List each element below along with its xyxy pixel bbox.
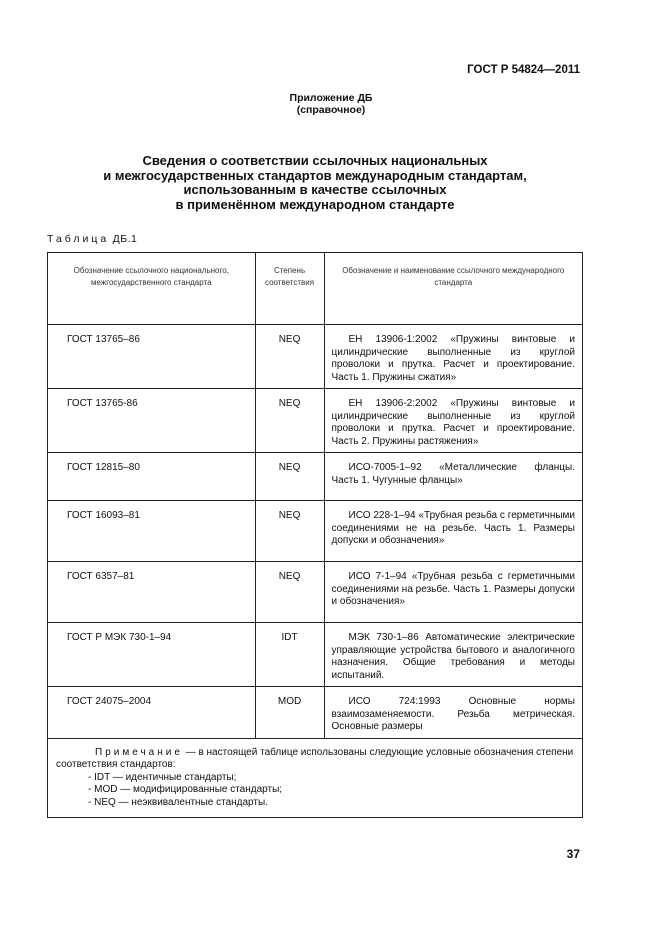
cell-degree: NEQ (255, 453, 324, 501)
cell-standard: ГОСТ 13765–86 (48, 325, 256, 389)
cell-standard: ГОСТ Р МЭК 730-1–94 (48, 623, 256, 687)
note-text: — в настоящей таблице использованы следующие условные обозначения степени соответствия стандартов: (56, 746, 574, 770)
cell-intl-standard: ИСО-7005-1–92 «Металлические фланцы. Часть 1. Чугунные фланцы» (324, 453, 582, 501)
note-heading (56, 747, 574, 772)
table-row (48, 453, 583, 501)
table-caption-word: Таблица (47, 233, 110, 245)
title-line: Сведения о соответствии ссылочных национальных (142, 153, 488, 168)
title-line: использованным в качестве ссылочных (183, 182, 447, 197)
cell-degree: NEQ (255, 501, 324, 562)
cell-degree: NEQ (255, 325, 324, 389)
cell-intl-standard: МЭК 730-1–86 Автоматические электрические управляющие устройства бытового и аналогичного назначения. Общие требования и методы испытаний. (324, 623, 582, 687)
note-item: - IDT — идентичные стандарты; (88, 771, 237, 783)
table-header-row (48, 253, 583, 325)
cell-standard: ГОСТ 6357–81 (48, 562, 256, 623)
table-row (48, 389, 583, 453)
cell-intl-standard: ЕН 13906-1:2002 «Пружины винтовые и цилиндрические выполненные из круглой проволоки и прутка. Расчет и проектирование. Часть 1. Пружины сжатия» (324, 325, 582, 389)
cell-intl-standard: ЕН 13906-2:2002 «Пружины винтовые и цилиндрические выполненные из круглой проволоки и прутка. Расчет и проектирование. Часть 2. Пружины растяжения» (324, 389, 582, 453)
header-cell: Обозначение ссылочного национального, межгосударственного стандарта (48, 253, 256, 325)
annex-title: Приложение ДБ (289, 92, 373, 104)
document-title (0, 154, 630, 212)
title-line: в применённом международном стандарте (175, 196, 455, 212)
note-item: - MOD — модифицированные стандарты; (88, 784, 283, 795)
note-item: - NEQ — неэквивалентные стандарты. (88, 796, 268, 808)
cell-standard: ГОСТ 16093–81 (48, 501, 256, 562)
table-row (48, 325, 583, 389)
header-cell: Обозначение и наименование ссылочного международного стандарта (324, 253, 582, 325)
page-number: 37 (566, 847, 580, 861)
cell-degree: NEQ (255, 389, 324, 453)
table-note-row (48, 738, 583, 818)
table-caption (47, 233, 137, 245)
table-note (48, 738, 583, 818)
cell-degree: IDT (255, 623, 324, 687)
table-row (48, 687, 583, 739)
cell-intl-standard: ИСО 724:1993 Основные нормы взаимозаменяемости. Резьба метрическая. Основные размеры (324, 687, 582, 739)
note-label: Примечание (95, 746, 183, 758)
annex-heading (0, 92, 662, 116)
cell-degree: MOD (255, 687, 324, 739)
table-row (48, 562, 583, 623)
cell-degree: NEQ (255, 562, 324, 623)
cell-intl-standard: ИСО 7-1–94 «Трубная резьба с герметичными соединениями на резьбе. Часть 1. Размеры допуски и обозначения» (324, 562, 582, 623)
cell-intl-standard: ИСО 228-1–94 «Трубная резьба с герметичными соединениями не на резьбе. Часть 1. Размеры допуски и обозначения» (324, 501, 582, 562)
annex-subtitle: (справочное) (296, 104, 366, 116)
cell-standard: ГОСТ 24075–2004 (48, 687, 256, 739)
standard-id: ГОСТ Р 54824—2011 (467, 64, 580, 76)
table-row (48, 623, 583, 687)
table-row (48, 501, 583, 562)
cell-standard: ГОСТ 12815–80 (48, 453, 256, 501)
table-caption-number: ДБ.1 (112, 233, 138, 245)
correspondence-table (47, 252, 583, 818)
title-line: и межгосударственных стандартов международным стандартам, (103, 167, 527, 183)
cell-standard: ГОСТ 13765-86 (48, 389, 256, 453)
header-cell: Степень соответствия (255, 253, 324, 325)
